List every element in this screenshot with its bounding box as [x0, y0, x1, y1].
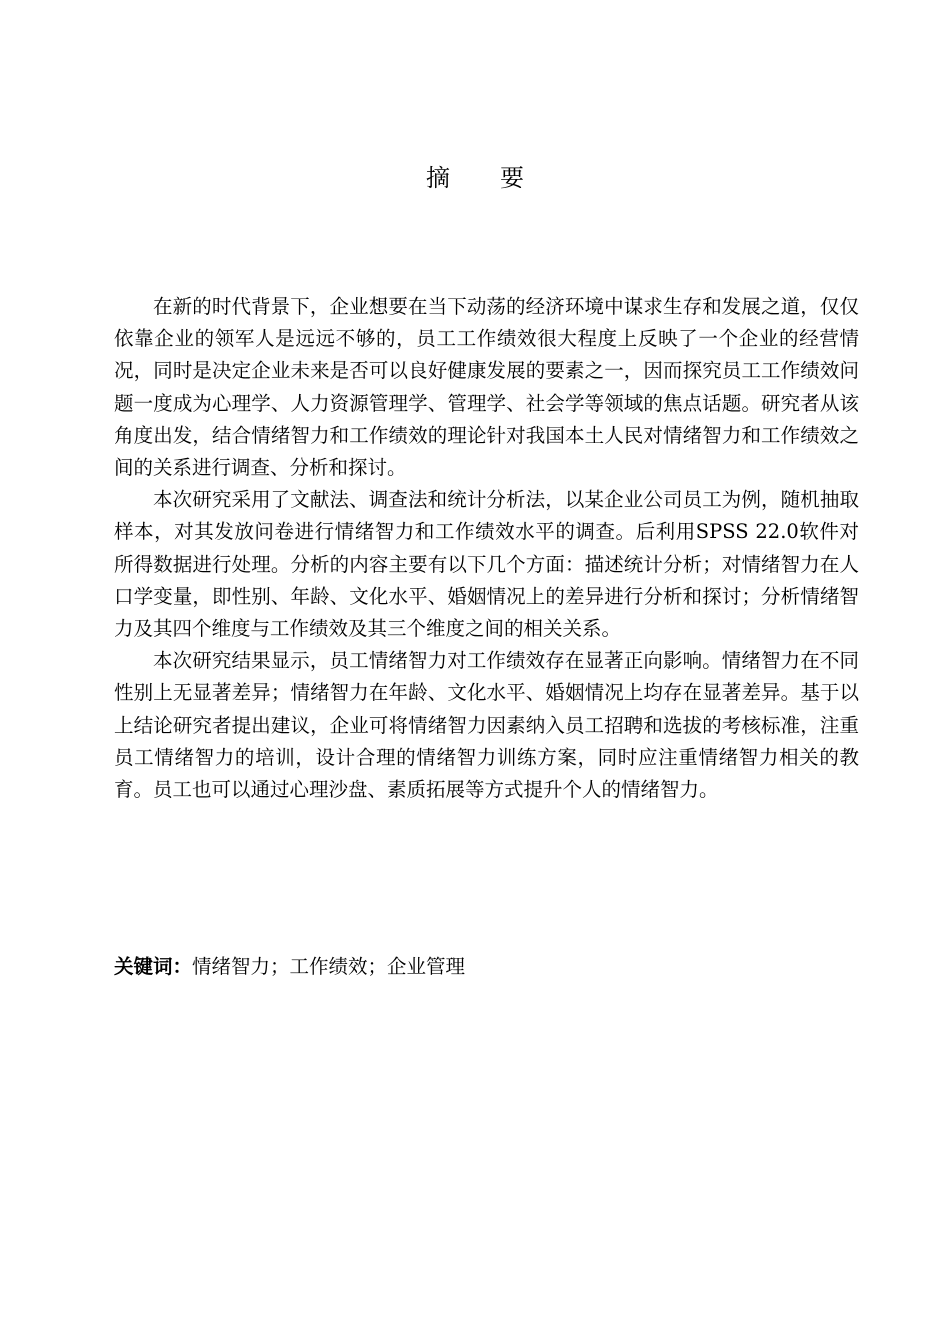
abstract-paragraph-3: 本次研究结果显示，员工情绪智力对工作绩效存在显著正向影响。情绪智力在不同性别上无显著差异；情绪智力在年龄、文化水平、婚姻情况上均存在显著差异。基于以上结论研究者提出建议，企业可将情绪智力因素纳入员工招聘和选拔的考核标准，注重员工情绪智力的培训，设计合理的情绪智力训练方案，同时应注重情绪智力相关的教育。员工也可以通过心理沙盘、素质拓展等方式提升个人的情绪智力。: [114, 649, 859, 802]
abstract-paragraph-1: 在新的时代背景下，企业想要在当下动荡的经济环境中谋求生存和发展之道，仅仅依靠企业的领军人是远远不够的，员工工作绩效很大程度上反映了一个企业的经营情况，同时是决定企业未来是否可以良好健康发展的要素之一，因而探究员工工作绩效问题一度成为心理学、人力资源管理学、管理学、社会学等领域的焦点话题。研究者从该角度出发，结合情绪智力和工作绩效的理论针对我国本土人民对情绪智力和工作绩效之间的关系进行调查、分析和探讨。: [114, 295, 859, 480]
keywords-label: 关键词：: [114, 955, 193, 978]
abstract-paragraph-2: 本次研究采用了文献法、调查法和统计分析法，以某企业公司员工为例，随机抽取样本，对其发放问卷进行情绪智力和工作绩效水平的调查。后利用SPSS 22.0软件对所得数据进行处理。分析的内容主要有以下几个方面：描述统计分析；对情绪智力在人口学变量，即性别、年龄、文化水平、婚姻情况上的差异进行分析和探讨；分析情绪智力及其四个维度与工作绩效及其三个维度之间的相关关系。: [114, 488, 859, 641]
abstract-title-char-2: 要: [500, 164, 524, 192]
abstract-title-char-1: 摘: [426, 164, 450, 192]
keywords-line: [114, 952, 859, 982]
abstract-title: [0, 160, 950, 196]
abstract-body: [114, 291, 859, 806]
keywords-text: 情绪智力；工作绩效；企业管理: [192, 955, 466, 978]
